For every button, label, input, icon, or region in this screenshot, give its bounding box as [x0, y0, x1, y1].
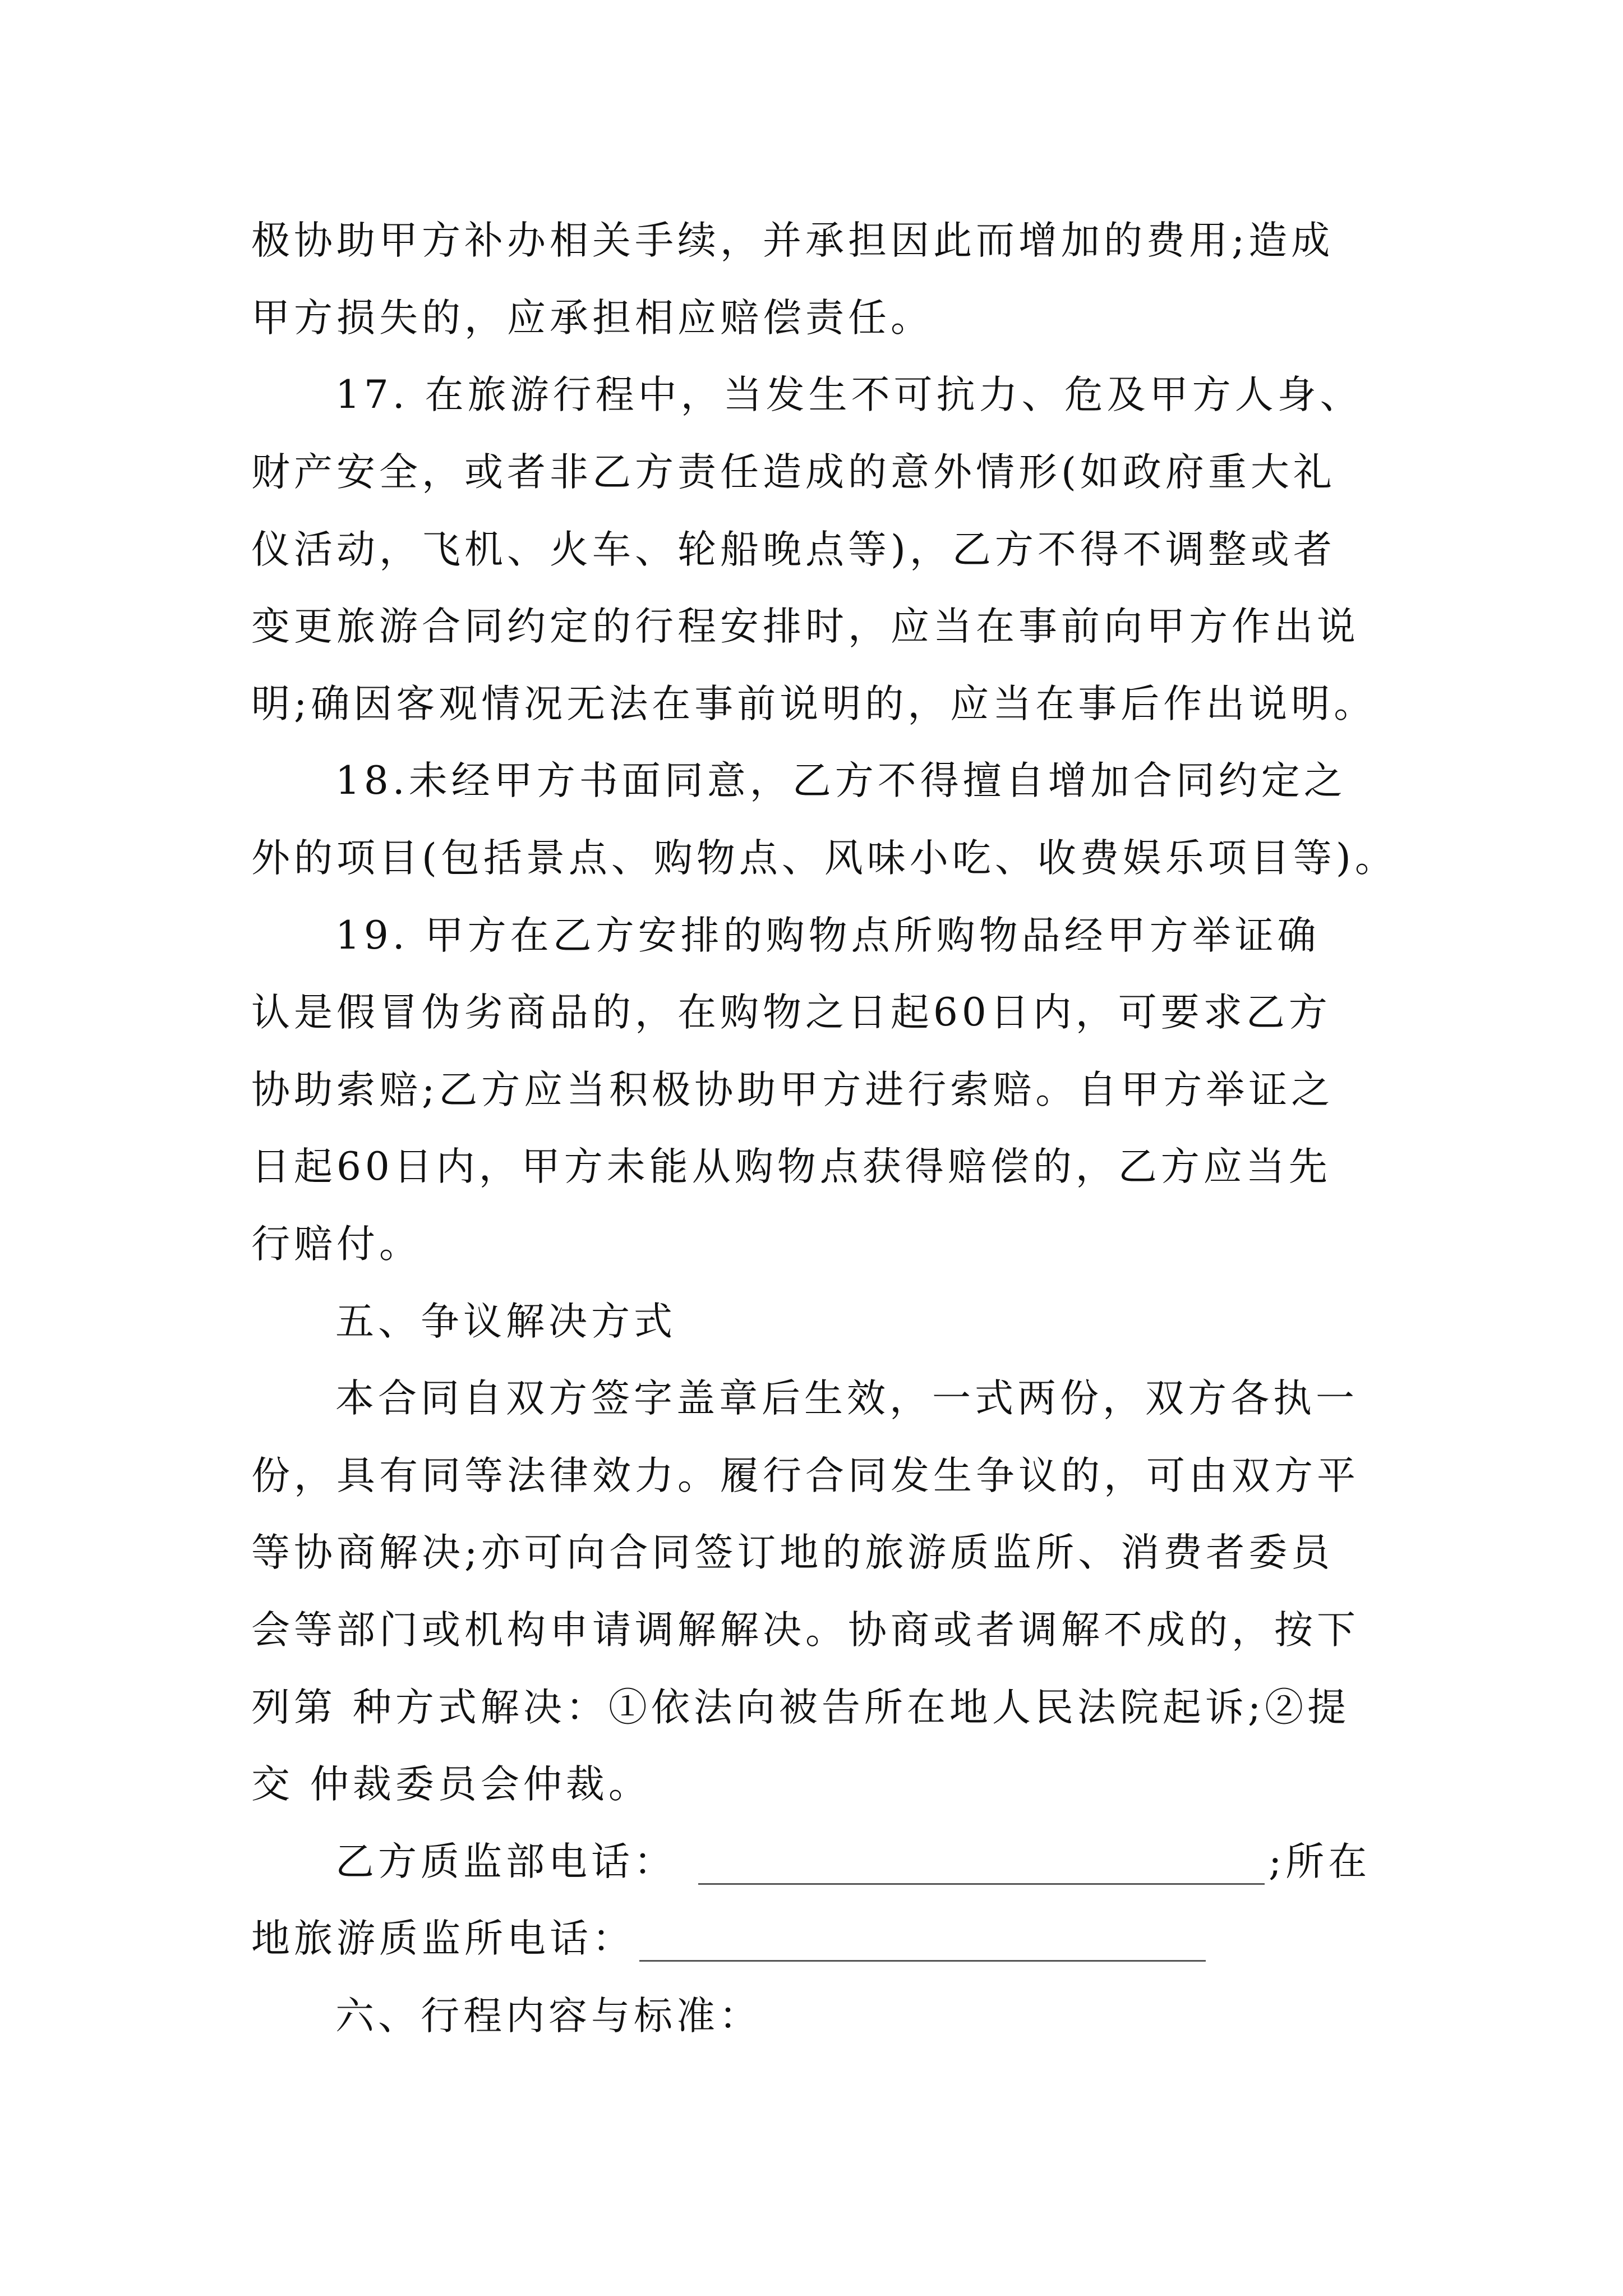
text-line: 仪活动，飞机、火车、轮船晚点等)，乙方不得不调整或者	[251, 527, 1336, 572]
text-line: 协助索赔;乙方应当积极协助甲方进行索赔。自甲方举证之	[251, 1068, 1334, 1112]
text-line: 甲方损失的，应承担相应赔偿责任。	[251, 296, 933, 341]
text-line: 17. 在旅游行程中，当发生不可抗力、危及甲方人身、	[335, 372, 1363, 417]
text-line: 极协助甲方补办相关手续，并承担因此而增加的费用;造成	[251, 218, 1334, 263]
text-line: 本合同自双方签字盖章后生效，一式两份，双方各执一	[335, 1376, 1358, 1421]
text-line: 外的项目(包括景点、购物点、风味小吃、收费娱乐项目等)。	[251, 836, 1398, 881]
text-line: 19. 甲方在乙方安排的购物点所购物品经甲方举证确	[335, 913, 1320, 958]
text-line: 日起60日内，甲方未能从购物点获得赔偿的，乙方应当先	[251, 1144, 1331, 1189]
quality-dept-phone-blank	[698, 1883, 1265, 1885]
text-line: 认是假冒伪劣商品的，在购物之日起60日内，可要求乙方	[251, 990, 1331, 1035]
text-line: 明;确因客观情况无法在事前说明的，应当在事后作出说明。	[251, 682, 1377, 726]
section-heading: 五、争议解决方式	[335, 1299, 676, 1344]
text-line: 列第 种方式解决：①依法向被告所在地人民法院起诉;②提	[251, 1685, 1350, 1730]
local-supervision-phone-blank	[639, 1960, 1206, 1962]
text-line: 财产安全，或者非乙方责任造成的意外情形(如政府重大礼	[251, 450, 1336, 495]
local-supervision-phone-label: 地旅游质监所电话：	[251, 1916, 635, 1961]
text-line: 会等部门或机构申请调解解决。协商或者调解不成的，按下	[251, 1608, 1359, 1653]
text-line: ;所在	[1269, 1839, 1371, 1884]
quality-dept-phone-label: 乙方质监部电话：	[335, 1839, 676, 1884]
text-line: 等协商解决;亦可向合同签订地的旅游质监所、消费者委员	[251, 1530, 1334, 1575]
section-heading: 六、行程内容与标准：	[335, 1994, 762, 2039]
text-line: 份，具有同等法律效力。履行合同发生争议的，可由双方平	[251, 1453, 1359, 1498]
text-line: 行赔付。	[251, 1222, 422, 1267]
text-line: 交 仲裁委员会仲裁。	[251, 1762, 651, 1807]
text-line: 18.未经甲方书面同意，乙方不得擅自增加合同约定之	[335, 758, 1347, 803]
text-line: 变更旅游合同约定的行程安排时，应当在事前向甲方作出说	[251, 604, 1359, 649]
